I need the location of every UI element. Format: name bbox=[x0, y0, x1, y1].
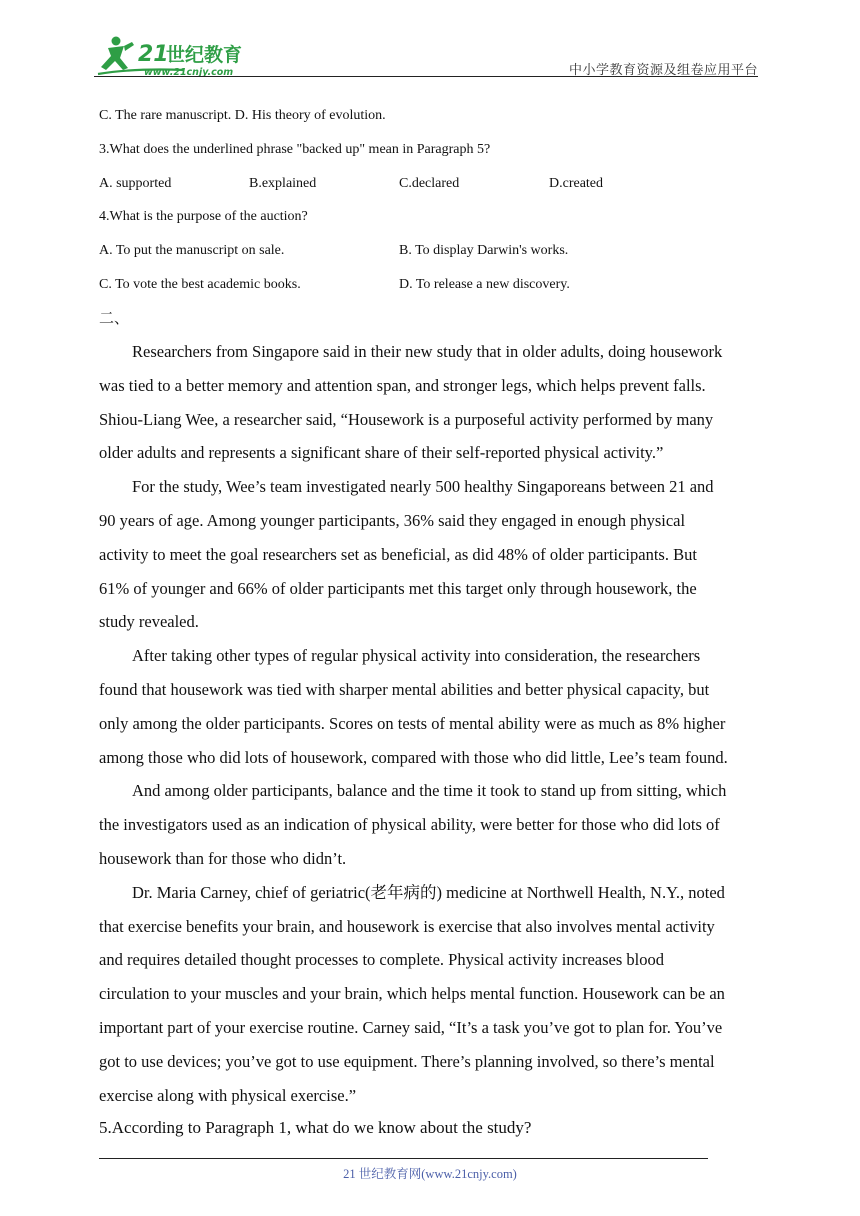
p5-line: got to use devices; you’ve got to use equipment. There’s planning involved, so there’s mental bbox=[99, 1051, 715, 1071]
q2-options-continued: C. The rare manuscript. D. His theory of evolution. bbox=[99, 108, 386, 123]
p3-line: only among the older participants. Scores on tests of mental ability were as much as 8% higher bbox=[99, 713, 726, 733]
site-logo bbox=[94, 34, 264, 78]
svg-text:www.21cnjy.com: www.21cnjy.com bbox=[144, 67, 234, 78]
p2-line: activity to meet the goal researchers set as beneficial, as did 48% of older participants. But bbox=[99, 544, 697, 564]
p1-line: was tied to a better memory and attention span, and stronger legs, which helps prevent falls. bbox=[99, 375, 706, 395]
p2-line: For the study, Wee’s team investigated nearly 500 healthy Singaporeans between 21 and bbox=[132, 477, 714, 497]
footer-text: 21 世纪教育网(www.21cnjy.com) bbox=[343, 1167, 517, 1181]
q4-option-a: A. To put the manuscript on sale. bbox=[99, 243, 285, 258]
q4-option-c: C. To vote the best academic books. bbox=[99, 277, 301, 292]
p1-line: Shiou-Liang Wee, a researcher said, “Housework is a purposeful activity performed by many bbox=[99, 409, 714, 429]
p4-line: housework than for those who didn’t. bbox=[99, 848, 347, 868]
p3-line: After taking other types of regular physical activity into consideration, the researchers bbox=[132, 646, 701, 666]
p5-line: important part of your exercise routine. Carney said, “It’s a task you’ve got to plan for. You’ve bbox=[99, 1017, 723, 1037]
p5-line: circulation to your muscles and your brain, which helps mental function. Housework can be an bbox=[99, 984, 725, 1004]
p1-line: older adults and represents a significant share of their self-reported physical activity.” bbox=[99, 443, 664, 463]
q3-question: 3.What does the underlined phrase "backed up" mean in Paragraph 5? bbox=[99, 142, 491, 157]
svg-text:21: 21 bbox=[138, 42, 169, 67]
platform-tagline: 中小学教育资源及组卷应用平台 bbox=[568, 63, 758, 78]
page-header bbox=[94, 30, 758, 78]
p2-line: study revealed. bbox=[99, 612, 199, 632]
p3-line: found that housework was tied with sharper mental abilities and better physical capacity, but bbox=[99, 679, 710, 699]
p5-line: Dr. Maria Carney, chief of geriatric(老年病的) medicine at Northwell Health, N.Y., noted bbox=[132, 882, 725, 902]
p3-line: among those who did lots of housework, compared with those who did little, Lee’s team found. bbox=[99, 747, 728, 767]
q4-option-b: B. To display Darwin's works. bbox=[399, 243, 569, 258]
q3-option-c: C.declared bbox=[399, 176, 460, 191]
q4-option-d: D. To release a new discovery. bbox=[399, 277, 570, 292]
running-man-logo-icon bbox=[94, 34, 264, 78]
p5-line: exercise along with physical exercise.” bbox=[99, 1085, 357, 1105]
p4-line: the investigators used as an indication of physical ability, were better for those who did lots of bbox=[99, 815, 720, 835]
q3-option-a: A. supported bbox=[99, 176, 172, 191]
section-label: 二、 bbox=[99, 311, 130, 327]
p1-line: Researchers from Singapore said in their new study that in older adults, doing housework bbox=[132, 342, 723, 361]
footer-divider bbox=[99, 1158, 708, 1159]
svg-text:世纪教育: 世纪教育 bbox=[166, 44, 243, 66]
p2-line: 61% of younger and 66% of older participants met this target only through housework, the bbox=[99, 578, 697, 598]
header-divider bbox=[94, 76, 758, 77]
q3-option-d: D.created bbox=[549, 176, 604, 191]
p5-line: that exercise benefits your brain, and housework is exercise that also involves mental activity bbox=[99, 916, 715, 936]
q5-question: 5.According to Paragraph 1, what do we know about the study? bbox=[99, 1118, 532, 1137]
q3-option-b: B.explained bbox=[249, 176, 317, 191]
p2-line: 90 years of age. Among younger participants, 36% said they engaged in enough physical bbox=[99, 510, 686, 530]
p4-line: And among older participants, balance and the time it took to stand up from sitting, which bbox=[132, 781, 727, 801]
q4-question: 4.What is the purpose of the auction? bbox=[99, 209, 308, 224]
passage bbox=[99, 335, 761, 1112]
p5-line: and requires detailed thought processes to complete. Physical activity increases blood bbox=[99, 950, 664, 970]
